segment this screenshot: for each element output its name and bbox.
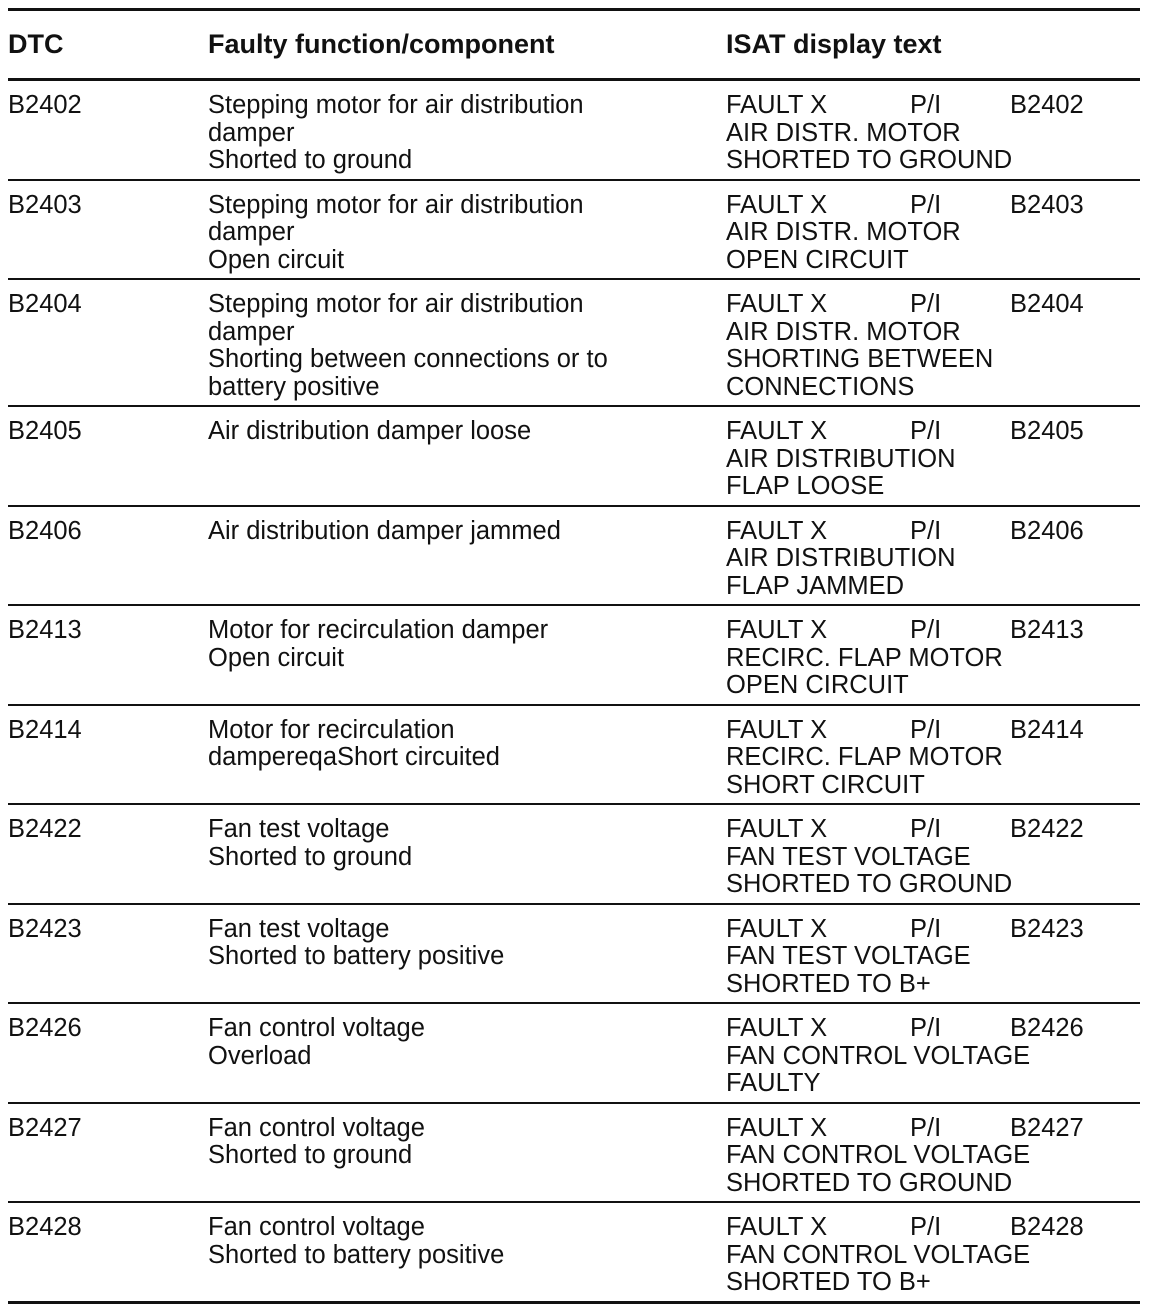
isat-text-line: AIR DISTRIBUTION xyxy=(726,444,956,473)
table-header xyxy=(8,11,1140,81)
isat-text-line: FAN CONTROL VOLTAGE xyxy=(726,1240,1031,1269)
isat-pi-label: P/I xyxy=(910,91,942,119)
faulty-function-cell xyxy=(208,717,726,800)
faulty-function-line: Shorted to battery positive xyxy=(208,942,505,970)
isat-text-line: AIR DISTR. MOTOR xyxy=(726,218,961,246)
isat-text-line: SHORTED TO GROUND xyxy=(726,146,1013,174)
isat-pi-label: P/I xyxy=(910,516,942,545)
isat-fault-label: FAULT X xyxy=(726,715,828,744)
faulty-function-line: Shorting between connections or to xyxy=(208,345,608,373)
isat-header-line xyxy=(726,916,1140,944)
table-row xyxy=(8,1004,1140,1104)
faulty-function-line: Shorted to ground xyxy=(208,1141,413,1169)
isat-text-line: OPEN CIRCUIT xyxy=(726,245,909,274)
isat-display-cell xyxy=(726,816,1140,899)
isat-text-line: OPEN CIRCUIT xyxy=(726,671,909,699)
header-dtc: DTC xyxy=(8,29,64,59)
isat-code-label: B2405 xyxy=(1010,417,1084,445)
isat-display-cell xyxy=(726,1214,1140,1297)
isat-header-line xyxy=(726,192,1140,220)
isat-text-line: FAN TEST VOLTAGE xyxy=(726,942,971,970)
isat-text-line: FAN CONTROL VOLTAGE xyxy=(726,1041,1031,1070)
isat-text-line: SHORTED TO GROUND xyxy=(726,1168,1013,1197)
faulty-function-cell xyxy=(208,816,726,899)
isat-header-line xyxy=(726,717,1140,745)
isat-text-line: FAN TEST VOLTAGE xyxy=(726,842,971,871)
dtc-code: B2413 xyxy=(8,616,82,644)
isat-header-line xyxy=(726,518,1140,546)
faulty-function-line: damper xyxy=(208,218,295,246)
isat-code-label: B2427 xyxy=(1010,1113,1084,1142)
isat-display-cell xyxy=(726,291,1140,401)
faulty-function-cell xyxy=(208,1214,726,1297)
dtc-table xyxy=(8,8,1140,1304)
faulty-function-line: Fan test voltage xyxy=(208,815,390,843)
table-row xyxy=(8,507,1140,607)
dtc-code: B2423 xyxy=(8,914,82,943)
isat-fault-label: FAULT X xyxy=(726,290,828,318)
isat-display-cell xyxy=(726,617,1140,700)
isat-header-line xyxy=(726,291,1140,319)
isat-display-cell xyxy=(726,418,1140,501)
table-body xyxy=(8,81,1140,1304)
table-row xyxy=(8,280,1140,407)
faulty-function-line: Shorted to ground xyxy=(208,842,413,871)
faulty-function-line: Overload xyxy=(208,1041,312,1070)
dtc-code: B2428 xyxy=(8,1213,82,1241)
isat-text-line: RECIRC. FLAP MOTOR xyxy=(726,643,1003,672)
isat-display-cell xyxy=(726,192,1140,275)
isat-display-cell xyxy=(726,1115,1140,1198)
isat-pi-label: P/I xyxy=(910,815,942,843)
table-row xyxy=(8,81,1140,181)
isat-header-line xyxy=(726,418,1140,446)
isat-header-line xyxy=(726,1115,1140,1143)
faulty-function-line: Fan test voltage xyxy=(208,914,390,943)
isat-code-label: B2414 xyxy=(1010,715,1084,744)
faulty-function-cell xyxy=(208,418,726,501)
isat-code-label: B2413 xyxy=(1010,616,1084,644)
isat-fault-label: FAULT X xyxy=(726,1113,828,1142)
isat-fault-label: FAULT X xyxy=(726,516,828,545)
faulty-function-cell xyxy=(208,916,726,999)
table-row xyxy=(8,1104,1140,1204)
isat-code-label: B2426 xyxy=(1010,1014,1084,1042)
isat-pi-label: P/I xyxy=(910,914,942,943)
faulty-function-cell xyxy=(208,1115,726,1198)
isat-code-label: B2423 xyxy=(1010,914,1084,943)
faulty-function-cell xyxy=(208,291,726,401)
isat-fault-label: FAULT X xyxy=(726,815,828,843)
dtc-code: B2402 xyxy=(8,91,82,119)
table-row xyxy=(8,606,1140,706)
faulty-function-line: battery positive xyxy=(208,372,380,401)
faulty-function-cell xyxy=(208,518,726,601)
isat-fault-label: FAULT X xyxy=(726,1213,828,1241)
header-isat: ISAT display text xyxy=(726,29,942,59)
isat-pi-label: P/I xyxy=(910,417,942,445)
faulty-function-line: Open circuit xyxy=(208,245,345,274)
isat-text-line: CONNECTIONS xyxy=(726,372,915,401)
faulty-function-line: Air distribution damper jammed xyxy=(208,516,561,545)
isat-text-line: SHORT CIRCUIT xyxy=(726,770,925,799)
isat-text-line: RECIRC. FLAP MOTOR xyxy=(726,743,1003,771)
isat-text-line: SHORTED TO B+ xyxy=(726,969,931,998)
isat-code-label: B2403 xyxy=(1010,190,1084,219)
faulty-function-line: Air distribution damper loose xyxy=(208,417,532,445)
faulty-function-line: dampereqaShort circuited xyxy=(208,743,500,771)
dtc-code: B2403 xyxy=(8,190,82,219)
isat-code-label: B2404 xyxy=(1010,290,1084,318)
isat-display-cell xyxy=(726,1015,1140,1098)
faulty-function-line: Stepping motor for air distribution xyxy=(208,190,584,219)
isat-fault-label: FAULT X xyxy=(726,190,828,219)
table-row xyxy=(8,407,1140,507)
isat-fault-label: FAULT X xyxy=(726,616,828,644)
table-row xyxy=(8,706,1140,806)
isat-text-line: SHORTED TO B+ xyxy=(726,1268,931,1296)
table-row xyxy=(8,905,1140,1005)
faulty-function-line: Fan control voltage xyxy=(208,1213,425,1241)
faulty-function-line: Shorted to ground xyxy=(208,146,413,174)
faulty-function-cell xyxy=(208,617,726,700)
faulty-function-line: Motor for recirculation xyxy=(208,715,455,744)
isat-pi-label: P/I xyxy=(910,1213,942,1241)
isat-display-cell xyxy=(726,916,1140,999)
isat-text-line: FLAP JAMMED xyxy=(726,571,905,600)
table-row xyxy=(8,181,1140,281)
faulty-function-cell xyxy=(208,1015,726,1098)
isat-code-label: B2402 xyxy=(1010,91,1084,119)
isat-code-label: B2422 xyxy=(1010,815,1084,843)
faulty-function-line: Stepping motor for air distribution xyxy=(208,91,584,119)
isat-text-line: AIR DISTR. MOTOR xyxy=(726,317,961,346)
dtc-code: B2427 xyxy=(8,1113,82,1142)
dtc-code: B2405 xyxy=(8,417,82,445)
dtc-code: B2422 xyxy=(8,815,82,843)
isat-display-cell xyxy=(726,92,1140,175)
faulty-function-line: damper xyxy=(208,317,295,346)
isat-fault-label: FAULT X xyxy=(726,1014,828,1042)
table-row xyxy=(8,1203,1140,1304)
dtc-code: B2404 xyxy=(8,290,82,318)
isat-header-line xyxy=(726,816,1140,844)
isat-text-line: SHORTING BETWEEN xyxy=(726,345,994,373)
isat-code-label: B2406 xyxy=(1010,516,1084,545)
isat-header-line xyxy=(726,1214,1140,1242)
isat-display-cell xyxy=(726,518,1140,601)
isat-text-line: FAULTY xyxy=(726,1069,821,1097)
isat-text-line: FLAP LOOSE xyxy=(726,472,885,500)
isat-header-line xyxy=(726,1015,1140,1043)
dtc-code: B2406 xyxy=(8,516,82,545)
faulty-function-line: Open circuit xyxy=(208,643,345,672)
isat-fault-label: FAULT X xyxy=(726,417,828,445)
dtc-code: B2426 xyxy=(8,1014,82,1042)
faulty-function-cell xyxy=(208,92,726,175)
faulty-function-line: Fan control voltage xyxy=(208,1113,425,1142)
isat-text-line: AIR DISTRIBUTION xyxy=(726,544,956,572)
dtc-code: B2414 xyxy=(8,715,82,744)
isat-text-line: AIR DISTR. MOTOR xyxy=(726,118,961,147)
isat-header-line xyxy=(726,92,1140,120)
table-row xyxy=(8,805,1140,905)
isat-fault-label: FAULT X xyxy=(726,91,828,119)
isat-text-line: SHORTED TO GROUND xyxy=(726,870,1013,898)
isat-display-cell xyxy=(726,717,1140,800)
isat-text-line: FAN CONTROL VOLTAGE xyxy=(726,1141,1031,1169)
faulty-function-line: Stepping motor for air distribution xyxy=(208,290,584,318)
isat-pi-label: P/I xyxy=(910,190,942,219)
faulty-function-line: Fan control voltage xyxy=(208,1014,425,1042)
isat-fault-label: FAULT X xyxy=(726,914,828,943)
faulty-function-line: Motor for recirculation damper xyxy=(208,616,549,644)
isat-pi-label: P/I xyxy=(910,715,942,744)
isat-code-label: B2428 xyxy=(1010,1213,1084,1241)
isat-header-line xyxy=(726,617,1140,645)
faulty-function-cell xyxy=(208,192,726,275)
faulty-function-line: Shorted to battery positive xyxy=(208,1240,505,1269)
isat-pi-label: P/I xyxy=(910,290,942,318)
isat-pi-label: P/I xyxy=(910,1113,942,1142)
header-function: Faulty function/component xyxy=(208,29,555,59)
isat-pi-label: P/I xyxy=(910,616,942,644)
faulty-function-line: damper xyxy=(208,118,295,147)
isat-pi-label: P/I xyxy=(910,1014,942,1042)
